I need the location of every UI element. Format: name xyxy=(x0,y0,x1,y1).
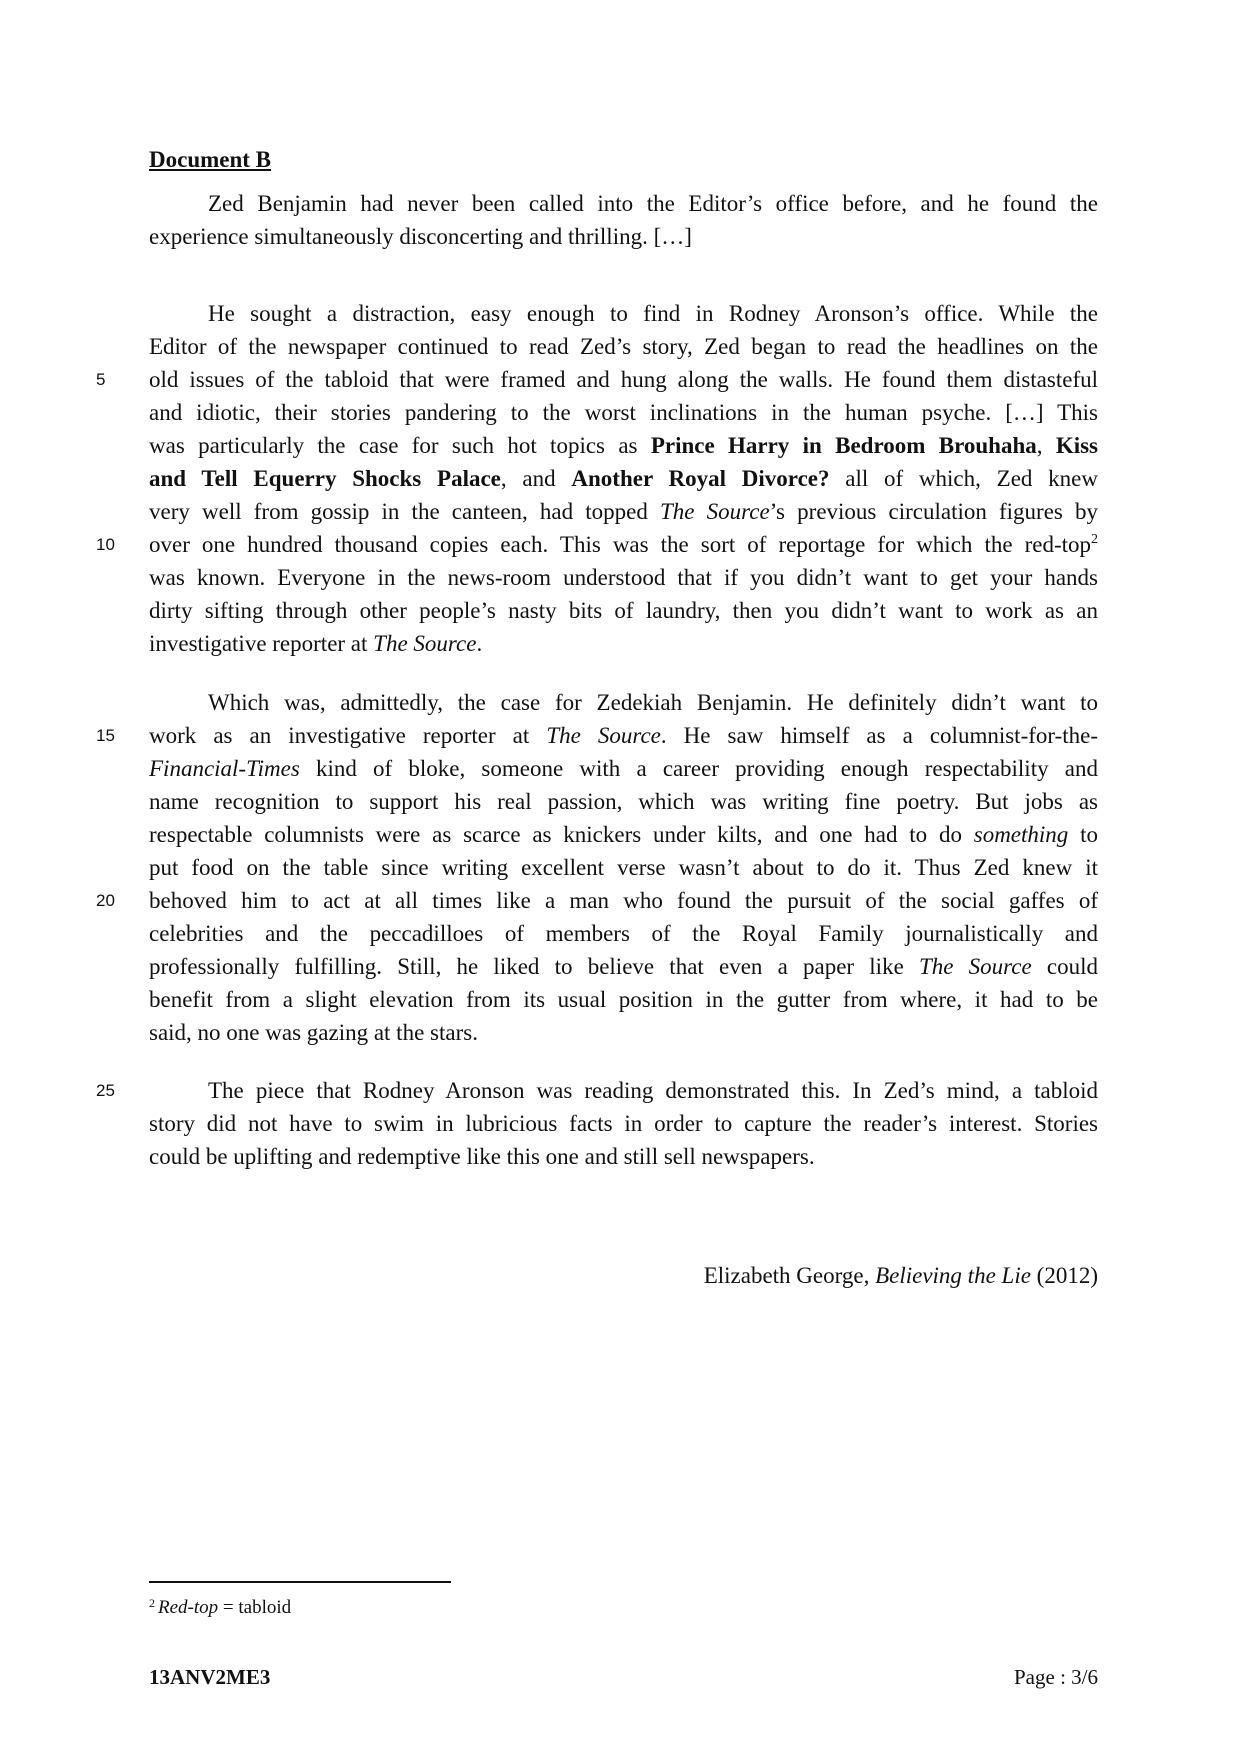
text-line xyxy=(149,950,1098,983)
line-number: 25 xyxy=(96,1081,115,1100)
footnote-divider xyxy=(149,1581,451,1583)
text-line: could be uplifting and redemptive like this one and still sell newspapers. xyxy=(149,1144,815,1169)
text-line xyxy=(149,429,1098,462)
citation-year: (2012) xyxy=(1030,1263,1098,1288)
text-line xyxy=(149,627,1098,660)
text-line: put food on the table since writing excellent verse wasn’t about to do it. Thus Zed knew it xyxy=(149,855,1098,880)
text-line xyxy=(149,495,1098,528)
headline-royal-divorce: Another Royal Divorce? xyxy=(571,466,830,491)
page-number: Page : 3/6 xyxy=(1014,1665,1098,1689)
text-span: over one hundred thousand copies each. This was the sort of reportage for which the red-top xyxy=(149,532,1091,557)
line-number: 5 xyxy=(96,370,106,389)
text-line: He sought a distraction, easy enough to find in Rodney Aronson’s office. While the xyxy=(208,301,1098,326)
text-line: story did not have to swim in lubricious facts in order to capture the reader’s interest. Stories xyxy=(149,1111,1098,1136)
text-span: respectable columnists were as scarce as knickers under kilts, and one had to do xyxy=(149,822,974,847)
text-span: , and xyxy=(500,466,572,491)
text-line: Editor of the newspaper continued to read Zed’s story, Zed began to read the headlines on the xyxy=(149,334,1098,359)
text-line xyxy=(149,818,1098,851)
text-line: Which was, admittedly, the case for Zedekiah Benjamin. He definitely didn’t want to xyxy=(208,690,1098,715)
text-line: dirty sifting through other people’s nasty bits of laundry, then you didn’t want to work as an xyxy=(149,598,1098,623)
text-line: old issues of the tabloid that were framed and hung along the walls. He found them distasteful xyxy=(149,367,1098,392)
footnote xyxy=(149,1590,291,1621)
text-line: celebrities and the peccadilloes of members of the Royal Family journalistically and xyxy=(149,921,1098,946)
italic-title: The Source xyxy=(660,499,770,524)
italic-title: The Source xyxy=(373,631,477,656)
text-line xyxy=(149,719,1098,752)
text-span: to xyxy=(1068,822,1098,847)
italic-emphasis: something xyxy=(973,822,1069,847)
text-span: was particularly the case for such hot topics as xyxy=(149,433,651,458)
footnote-mark: 2 xyxy=(149,1596,155,1610)
text-span: . He saw himself as a columnist-for-the- xyxy=(660,723,1099,748)
text-line: The piece that Rodney Aronson was reading demonstrated this. In Zed’s mind, a tabloid xyxy=(208,1078,1098,1103)
footnote-reference: 2 xyxy=(1091,532,1098,547)
source-citation xyxy=(704,1259,1098,1292)
text-span: work as an investigative reporter at xyxy=(149,723,547,748)
text-line: experience simultaneously disconcerting and thrilling. […] xyxy=(149,224,692,249)
text-line xyxy=(149,752,1098,785)
text-span: all of which, Zed knew xyxy=(829,466,1098,491)
italic-title: The Source xyxy=(546,723,661,748)
text-span: . xyxy=(476,631,483,656)
headline-prince-harry: Prince Harry in Bedroom Brouhaha xyxy=(650,433,1037,458)
text-line: behoved him to act at all times like a man who found the pursuit of the social gaffes of xyxy=(149,888,1098,913)
text-line xyxy=(149,528,1098,561)
document-heading: Document B xyxy=(149,147,272,172)
text-line: and idiotic, their stories pandering to the worst inclinations in the human psyche. […] This xyxy=(149,400,1098,425)
text-span: very well from gossip in the canteen, had topped xyxy=(149,499,661,524)
line-number: 15 xyxy=(96,726,115,745)
text-line: Zed Benjamin had never been called into the Editor’s office before, and he found the xyxy=(208,191,1098,216)
italic-title: Financial-Times xyxy=(149,756,300,781)
text-span: investigative reporter at xyxy=(149,631,374,656)
text-line: was known. Everyone in the news-room understood that if you didn’t want to get your hands xyxy=(149,565,1098,590)
headline-equerry: and Tell Equerry Shocks Palace xyxy=(149,466,501,491)
text-line: benefit from a slight elevation from its usual position in the gutter from where, it had to be xyxy=(149,987,1098,1012)
text-span: ’s previous circulation figures by xyxy=(769,499,1098,524)
text-line: said, no one was gazing at the stars. xyxy=(149,1020,478,1045)
line-number: 20 xyxy=(96,891,115,910)
text-line: name recognition to support his real passion, which was writing fine poetry. But jobs as xyxy=(149,789,1098,814)
text-line xyxy=(149,462,1098,495)
line-number: 10 xyxy=(96,535,115,554)
citation-author: Elizabeth George, xyxy=(703,1263,876,1288)
citation-title: Believing the Lie xyxy=(875,1263,1031,1288)
text-span: could xyxy=(1031,954,1098,979)
footnote-term: Red-top xyxy=(158,1597,219,1618)
footnote-definition: = tabloid xyxy=(218,1597,292,1618)
text-span: kind of bloke, someone with a career providing enough respectability and xyxy=(299,756,1098,781)
exam-code: 13ANV2ME3 xyxy=(149,1665,271,1689)
italic-title: The Source xyxy=(918,954,1032,979)
text-span: professionally fulfilling. Still, he liked to believe that even a paper like xyxy=(149,954,919,979)
headline-kiss: Kiss xyxy=(1055,433,1099,458)
text-span: , xyxy=(1036,433,1056,458)
